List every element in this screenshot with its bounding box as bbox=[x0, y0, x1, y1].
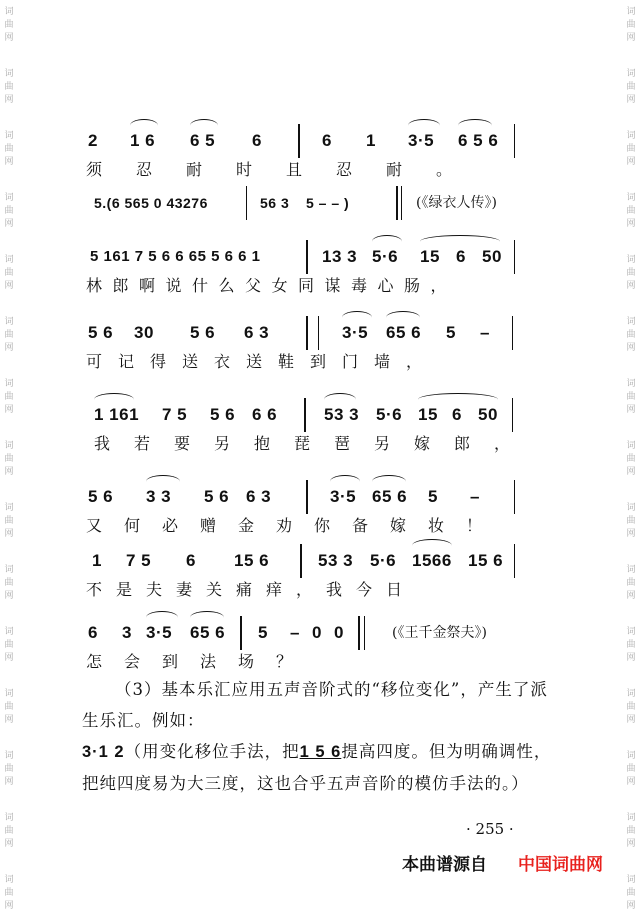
note: 6 6 bbox=[252, 405, 278, 424]
watermark-block bbox=[624, 502, 638, 541]
watermark-char: 词 bbox=[626, 875, 636, 885]
watermark-char: 曲 bbox=[4, 764, 14, 774]
watermark-char: 网 bbox=[626, 901, 636, 911]
slur bbox=[190, 611, 224, 624]
watermark-block bbox=[2, 626, 16, 665]
watermark-block bbox=[2, 812, 16, 851]
barline bbox=[512, 398, 513, 432]
barline bbox=[401, 186, 402, 220]
note: 6 3 bbox=[244, 323, 270, 342]
barline bbox=[318, 316, 319, 350]
watermark-block bbox=[624, 874, 638, 913]
watermark-char: 曲 bbox=[626, 516, 636, 526]
watermark-char: 网 bbox=[4, 839, 14, 849]
note: 6 bbox=[88, 623, 98, 642]
watermark-char: 曲 bbox=[4, 640, 14, 650]
note: 5 6 bbox=[210, 405, 236, 424]
watermark-char: 词 bbox=[626, 317, 636, 327]
watermark-char: 词 bbox=[4, 751, 14, 761]
page-number: · 255 · bbox=[466, 820, 514, 838]
example-text: （用变化移位手法，把 bbox=[124, 742, 300, 761]
watermark-char: 词 bbox=[4, 7, 14, 17]
note: 30 bbox=[134, 323, 154, 342]
note: 65 6 bbox=[372, 487, 408, 506]
slur bbox=[372, 475, 406, 488]
source-note: (《绿衣人传》) bbox=[416, 195, 497, 211]
watermark-char: 曲 bbox=[626, 702, 636, 712]
barline bbox=[240, 616, 242, 650]
note: 5.(6 565 0 43276 bbox=[94, 195, 208, 211]
note: 50 bbox=[478, 405, 498, 424]
watermark-char: 曲 bbox=[4, 454, 14, 464]
body-paragraph: （3）基本乐汇应用五声音阶式的“移位变化”，产生了派生乐汇。例如： bbox=[82, 680, 548, 730]
watermark-char: 网 bbox=[4, 467, 14, 477]
watermark-char: 曲 bbox=[626, 268, 636, 278]
watermark-block bbox=[624, 316, 638, 355]
watermark-block bbox=[624, 130, 638, 169]
lyric-line: 不是夫妻关痛痒，我今日 bbox=[86, 580, 417, 599]
watermark-char: 词 bbox=[4, 69, 14, 79]
watermark-char: 词 bbox=[626, 627, 636, 637]
note: 50 bbox=[482, 247, 502, 266]
watermark-char: 网 bbox=[4, 157, 14, 167]
watermark-char: 网 bbox=[4, 405, 14, 415]
watermark-block bbox=[2, 68, 16, 107]
watermark-char: 网 bbox=[4, 343, 14, 353]
barline bbox=[514, 544, 515, 578]
slur bbox=[324, 393, 356, 406]
note: 0 bbox=[312, 623, 322, 642]
note: 3 3 bbox=[146, 487, 172, 506]
note: 6 bbox=[322, 131, 332, 150]
watermark-block bbox=[2, 874, 16, 913]
slur bbox=[408, 119, 440, 132]
note: 6 bbox=[186, 551, 196, 570]
watermark-char: 词 bbox=[626, 131, 636, 141]
note: 65 6 bbox=[386, 323, 422, 342]
note: 6 bbox=[252, 131, 262, 150]
note: 1 bbox=[92, 551, 102, 570]
slur bbox=[458, 119, 492, 132]
watermark-char: 曲 bbox=[4, 888, 14, 898]
watermark-char: 词 bbox=[4, 627, 14, 637]
watermark-char: 网 bbox=[626, 33, 636, 43]
note: 56 3 bbox=[260, 195, 290, 211]
example-text: 提高四度。但为明确调性，把纯四度易为大三度，这也合乎五声音阶的模仿手法的。） bbox=[82, 742, 552, 793]
watermark-char: 词 bbox=[4, 813, 14, 823]
watermark-char: 词 bbox=[4, 131, 14, 141]
note: 15 6 bbox=[234, 551, 270, 570]
watermark-char: 网 bbox=[626, 343, 636, 353]
right-watermark-strip bbox=[622, 0, 640, 911]
watermark-char: 曲 bbox=[626, 826, 636, 836]
watermark-block bbox=[624, 812, 638, 851]
note: 5 – – ) bbox=[306, 195, 350, 211]
source-note: (《王千金祭夫》) bbox=[392, 625, 487, 641]
watermark-char: 网 bbox=[4, 715, 14, 725]
watermark-char: 网 bbox=[4, 281, 14, 291]
watermark-block bbox=[2, 750, 16, 789]
watermark-char: 词 bbox=[626, 69, 636, 79]
barline bbox=[306, 316, 308, 350]
watermark-block bbox=[624, 750, 638, 789]
watermark-char: 曲 bbox=[626, 206, 636, 216]
watermark-char: 曲 bbox=[626, 330, 636, 340]
watermark-char: 曲 bbox=[4, 578, 14, 588]
slur bbox=[386, 311, 420, 324]
watermark-char: 词 bbox=[4, 441, 14, 451]
example-notes: 3·1 2 bbox=[82, 743, 125, 761]
note: 6 bbox=[452, 405, 462, 424]
note: 3·5 bbox=[330, 487, 357, 506]
watermark-block bbox=[624, 192, 638, 231]
watermark-char: 曲 bbox=[4, 826, 14, 836]
watermark-char: 词 bbox=[626, 751, 636, 761]
watermark-char: 词 bbox=[4, 503, 14, 513]
lyric-line: 又何必赠金劝你备嫁妆！ bbox=[86, 516, 505, 535]
watermark-char: 曲 bbox=[4, 82, 14, 92]
note: 2 bbox=[88, 131, 98, 150]
watermark-block bbox=[624, 254, 638, 293]
barline bbox=[514, 240, 515, 274]
watermark-char: 曲 bbox=[4, 330, 14, 340]
note: 65 6 bbox=[190, 623, 226, 642]
watermark-block bbox=[2, 6, 16, 45]
watermark-char: 曲 bbox=[626, 20, 636, 30]
watermark-char: 曲 bbox=[4, 20, 14, 30]
note: – bbox=[480, 323, 490, 342]
note: 3·5 bbox=[408, 131, 435, 150]
note: 6 3 bbox=[246, 487, 272, 506]
barline bbox=[306, 240, 308, 274]
body-paragraph-example bbox=[82, 736, 552, 799]
note: 7 5 bbox=[162, 405, 188, 424]
watermark-char: 曲 bbox=[626, 888, 636, 898]
barline bbox=[298, 124, 300, 158]
watermark-char: 曲 bbox=[4, 392, 14, 402]
watermark-char: 网 bbox=[626, 95, 636, 105]
note: 5 161 7 5 6 6 65 5 6 6 1 bbox=[90, 248, 261, 265]
barline bbox=[514, 480, 515, 514]
slur bbox=[130, 119, 158, 132]
watermark-char: 词 bbox=[4, 379, 14, 389]
slur bbox=[330, 475, 360, 488]
watermark-block bbox=[624, 688, 638, 727]
watermark-char: 词 bbox=[4, 255, 14, 265]
barline bbox=[512, 316, 513, 350]
left-watermark-strip bbox=[0, 0, 18, 911]
site-name: 中国词曲网 bbox=[518, 855, 603, 875]
watermark-char: 网 bbox=[626, 839, 636, 849]
note: 5·6 bbox=[372, 247, 399, 266]
note: 6 bbox=[456, 247, 466, 266]
watermark-block bbox=[2, 316, 16, 355]
note: 53 3 bbox=[324, 405, 360, 424]
slur bbox=[190, 119, 218, 132]
watermark-char: 网 bbox=[626, 219, 636, 229]
note: 7 5 bbox=[126, 551, 152, 570]
note: 3·5 bbox=[342, 323, 369, 342]
note: 3 bbox=[122, 623, 132, 642]
watermark-block bbox=[2, 688, 16, 727]
lyric-line: 我若要另抱琵琶另嫁郎， bbox=[94, 434, 535, 453]
note: 53 3 bbox=[318, 551, 354, 570]
watermark-block bbox=[624, 626, 638, 665]
slur bbox=[412, 539, 452, 552]
watermark-block bbox=[2, 440, 16, 479]
watermark-char: 网 bbox=[4, 219, 14, 229]
watermark-char: 网 bbox=[626, 653, 636, 663]
note: 3·5 bbox=[146, 623, 173, 642]
slur bbox=[146, 611, 178, 624]
note: 15 6 bbox=[468, 551, 504, 570]
lyric-line: 须忍耐时且忍耐。 bbox=[86, 160, 487, 179]
watermark-block bbox=[624, 68, 638, 107]
note: 6 5 bbox=[190, 131, 216, 150]
barline bbox=[514, 124, 515, 158]
watermark-char: 曲 bbox=[626, 764, 636, 774]
watermark-char: 曲 bbox=[4, 206, 14, 216]
watermark-char: 词 bbox=[4, 565, 14, 575]
watermark-char: 词 bbox=[4, 875, 14, 885]
watermark-block bbox=[624, 564, 638, 603]
note: 15 bbox=[418, 405, 438, 424]
watermark-char: 网 bbox=[626, 777, 636, 787]
note: 5·6 bbox=[370, 551, 397, 570]
watermark-char: 网 bbox=[626, 529, 636, 539]
watermark-char: 网 bbox=[4, 529, 14, 539]
note: 1 bbox=[366, 131, 376, 150]
barline bbox=[300, 544, 302, 578]
watermark-char: 词 bbox=[626, 255, 636, 265]
barline bbox=[306, 480, 308, 514]
watermark-block bbox=[2, 378, 16, 417]
example-inline-notes: 1 5 6 bbox=[299, 743, 342, 761]
note: 5 bbox=[428, 487, 438, 506]
watermark-char: 曲 bbox=[626, 144, 636, 154]
note: 5 bbox=[258, 623, 268, 642]
watermark-char: 网 bbox=[626, 405, 636, 415]
watermark-char: 词 bbox=[626, 689, 636, 699]
note: 5 6 bbox=[88, 323, 114, 342]
slur bbox=[342, 311, 372, 324]
note: 0 bbox=[334, 623, 344, 642]
slur bbox=[372, 235, 402, 248]
watermark-char: 词 bbox=[626, 503, 636, 513]
slur bbox=[94, 393, 134, 406]
watermark-char: 网 bbox=[4, 777, 14, 787]
watermark-char: 曲 bbox=[4, 702, 14, 712]
barline bbox=[358, 616, 360, 650]
watermark-char: 网 bbox=[626, 591, 636, 601]
watermark-char: 曲 bbox=[4, 144, 14, 154]
watermark-char: 网 bbox=[4, 591, 14, 601]
watermark-char: 网 bbox=[4, 95, 14, 105]
note: 5 6 bbox=[88, 487, 114, 506]
watermark-char: 曲 bbox=[4, 268, 14, 278]
watermark-block bbox=[2, 254, 16, 293]
slur bbox=[146, 475, 180, 488]
note: 1 6 bbox=[130, 131, 156, 150]
watermark-block bbox=[624, 378, 638, 417]
barline bbox=[246, 186, 247, 220]
lyric-line: 可记得送衣送鞋到门墙， bbox=[86, 352, 439, 371]
watermark-char: 曲 bbox=[626, 454, 636, 464]
watermark-char: 曲 bbox=[626, 578, 636, 588]
watermark-char: 词 bbox=[626, 813, 636, 823]
watermark-char: 曲 bbox=[4, 516, 14, 526]
watermark-char: 网 bbox=[626, 715, 636, 725]
watermark-char: 曲 bbox=[626, 392, 636, 402]
watermark-char: 网 bbox=[4, 33, 14, 43]
watermark-block bbox=[2, 502, 16, 541]
source-label: 本曲谱源自 bbox=[402, 855, 487, 875]
watermark-char: 词 bbox=[626, 193, 636, 203]
watermark-char: 词 bbox=[4, 193, 14, 203]
watermark-char: 网 bbox=[626, 281, 636, 291]
note: 5 bbox=[446, 323, 456, 342]
note: 1 161 bbox=[94, 405, 140, 424]
lyric-line: 林郎啊说什么父女同谋毒心肠， bbox=[86, 276, 458, 295]
watermark-char: 网 bbox=[4, 901, 14, 911]
watermark-char: 词 bbox=[626, 441, 636, 451]
barline bbox=[396, 186, 398, 220]
watermark-char: 曲 bbox=[626, 82, 636, 92]
slur bbox=[418, 393, 498, 406]
watermark-char: 网 bbox=[626, 157, 636, 167]
watermark-block bbox=[2, 192, 16, 231]
watermark-char: 词 bbox=[626, 7, 636, 17]
watermark-char: 词 bbox=[626, 565, 636, 575]
note: – bbox=[470, 487, 480, 506]
note: 6 5 6 bbox=[458, 131, 499, 150]
watermark-char: 网 bbox=[4, 653, 14, 663]
watermark-block bbox=[624, 6, 638, 45]
watermark-block bbox=[2, 130, 16, 169]
note: 1566 bbox=[412, 551, 452, 570]
watermark-char: 词 bbox=[626, 379, 636, 389]
watermark-char: 词 bbox=[4, 317, 14, 327]
barline bbox=[304, 398, 306, 432]
note: 5 6 bbox=[190, 323, 216, 342]
watermark-char: 网 bbox=[626, 467, 636, 477]
watermark-block bbox=[2, 564, 16, 603]
watermark-block bbox=[624, 440, 638, 479]
note: 13 3 bbox=[322, 247, 358, 266]
watermark-char: 曲 bbox=[626, 640, 636, 650]
note: 15 bbox=[420, 247, 440, 266]
note: 5 6 bbox=[204, 487, 230, 506]
barline bbox=[364, 616, 365, 650]
slur bbox=[420, 235, 500, 248]
lyric-line: 怎会到法场？ bbox=[86, 652, 315, 671]
note: – bbox=[290, 623, 300, 642]
note: 5·6 bbox=[376, 405, 403, 424]
watermark-char: 词 bbox=[4, 689, 14, 699]
